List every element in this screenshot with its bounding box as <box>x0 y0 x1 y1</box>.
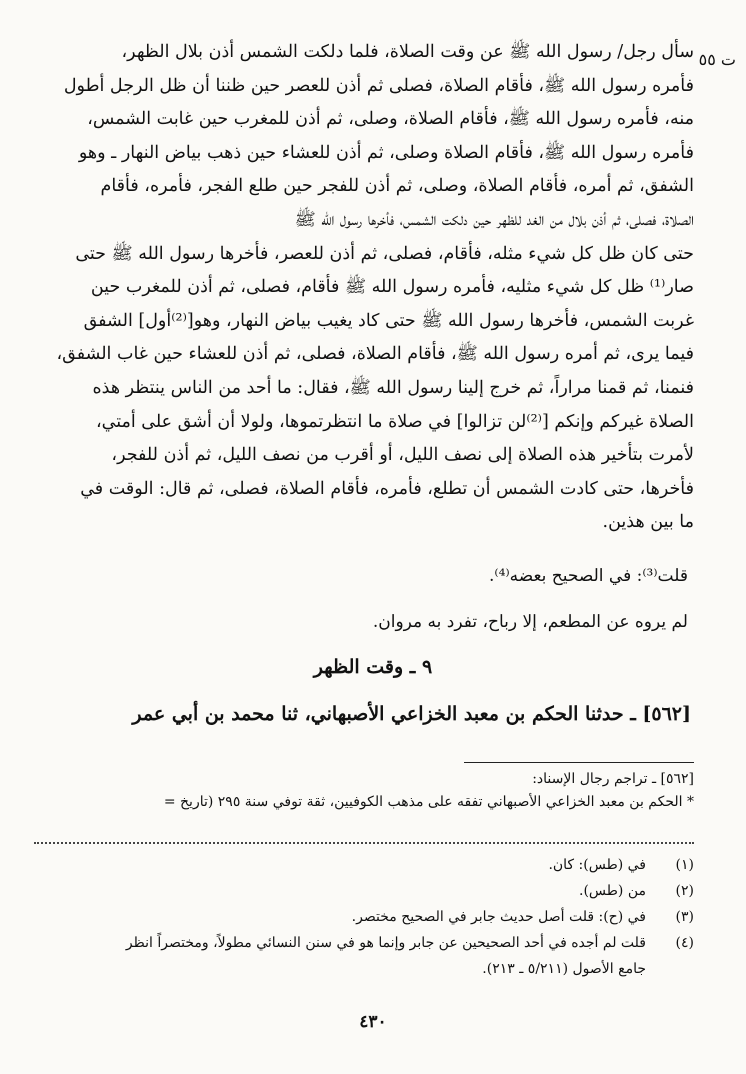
author-note: قلت⁽³⁾: في الصحيح بعضه⁽⁴⁾. <box>489 566 688 586</box>
footnote-text: في (ح): قلت أصل حديث جابر في الصحيح مختصر. <box>351 909 646 925</box>
footnotes <box>34 852 694 982</box>
text-line: سأل رجل/ رسول الله ﷺ عن وقت الصلاة، فلما دلكت الشمس أذن بلال الظهر، <box>121 42 694 62</box>
text-line: حتى كان ظل كل شيء مثله، فأقام، فصلى، ثم أذن للعصر، فأخرها رسول الله ﷺ حتى <box>75 243 694 264</box>
section-heading: ٩ ـ وقت الظهر <box>313 656 433 678</box>
footnote-number: (٣) <box>675 909 694 925</box>
footnote-number: (٤) <box>675 935 694 951</box>
narrator-heading: [٥٦٢] ـ تراجم رجال الإسناد: <box>532 771 694 787</box>
footnote-number: (١) <box>675 857 694 873</box>
narrator-notes <box>34 768 694 814</box>
text-line: صار⁽¹⁾ ظل كل شيء مثليه، فأمره رسول الله ﷺ فأقام، فصلى، ثم أذن للمغرب حين <box>90 277 694 298</box>
footnote <box>34 930 694 982</box>
text-line: فأمره رسول الله ﷺ، فأقام الصلاة وصلى، ثم أذن للعشاء حين ذهب بياض النهار ـ وهو <box>78 142 694 163</box>
text-line: منه، فأمره رسول الله ﷺ، فأقام الصلاة، وصلى، ثم أذن للمغرب حين غابت الشمس، <box>87 109 694 130</box>
text-line: فأمره رسول الله ﷺ، فأقام الصلاة، فصلى ثم أذن للعصر حين ظننا أن ظل الرجل أطول <box>63 75 694 96</box>
text-line: الصلاة، فصلى، ثم أذن بلال من الغد للظهر حين دلكت الشمس، فأخرها رسول الله ﷺ <box>294 209 694 230</box>
text-line: فنمنا، ثم قمنا مراراً، ثم خرج إلينا رسول الله ﷺ، فقال: ما أحد من الناس ينتظر هذه <box>92 377 694 398</box>
text-line: الصلاة غيركم وإنكم [⁽²⁾لن تزالوا] في صلاة ما انتظرتموها، ولولا أن أشق على أمتي، <box>95 411 694 432</box>
hadith-body-text <box>38 36 694 540</box>
text-line: ما بين هذين. <box>602 512 694 533</box>
footnote <box>34 904 694 930</box>
footnote-text-line: قلت لم أجده في أحد الصحيحين عن جابر وإنما هو في سنن النسائي مطولاً، ومختصراً انظر <box>125 935 646 951</box>
footnote-separator <box>464 762 694 763</box>
text-line: لأمرت بتأخير هذه الصلاة إلى نصف الليل، أو أقرب من نصف الليل، ثم أذن للفجر، <box>111 445 694 466</box>
footnote-text-line: جامع الأصول (٥/٢١١ ـ ٢١٣). <box>482 961 646 977</box>
footnote-text: في (طس): كان. <box>548 857 646 873</box>
dotted-separator <box>34 842 694 844</box>
footnote-text: من (طس). <box>579 883 646 899</box>
transmission-note: لم يروه عن المطعم، إلا رباح، تفرد به مروان. <box>372 612 688 632</box>
text-line: فأخرها، حتى كادت الشمس أن تطلع، فأمره، فأقام الصلاة، فصلى، ثم قال: الوقت في <box>80 478 694 499</box>
text-line: الشفق، ثم أمره، فأقام الصلاة، وصلى، ثم أذن للفجر حين طلع الفجر، فأمره، فأقام <box>100 176 694 197</box>
margin-reference: ت ٥٥ <box>698 50 736 69</box>
footnote <box>34 852 694 878</box>
text-line: غربت الشمس، فأخرها رسول الله ﷺ حتى كاد يغيب بياض النهار، وهو[⁽²⁾أول] الشفق <box>83 310 694 331</box>
footnote-number: (٢) <box>675 883 694 899</box>
footnote-text <box>34 930 646 982</box>
page-number: ٤٣٠ <box>359 1012 387 1032</box>
text-line: فيما يرى، ثم أمره رسول الله ﷺ، فأقام الصلاة، فصلى، ثم أذن للعشاء حين غاب الشفق، <box>56 344 694 365</box>
narrator-entry: * الحكم بن معبد الخزاعي الأصبهاني تفقه على مذهب الكوفيين، ثقة توفي سنة ٢٩٥ (تاريخ = <box>163 794 694 810</box>
hadith-chain-start: [٥٦٢] ـ حدثنا الحكم بن معبد الخزاعي الأصبهاني، ثنا محمد بن أبي عمر <box>132 703 691 725</box>
footnote <box>34 878 694 904</box>
